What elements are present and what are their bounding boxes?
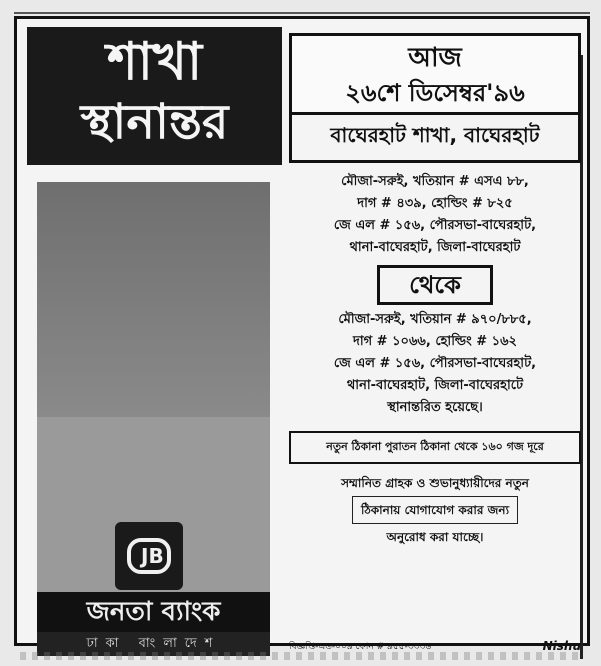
address-line: মৌজা-সরুই, খতিয়ান # ৯৭০/৮৮৫,: [338, 312, 532, 327]
title-block: [27, 27, 282, 165]
address-line: দাগ # ১০৬৬, হোল্ডিং # ১৬২: [353, 334, 517, 349]
address-line: জে এল # ১৫৬, পৌরসভা-বাঘেরহাট,: [333, 356, 537, 371]
request-line: অনুরোধ করা যাচ্ছে।: [386, 530, 484, 544]
address-line: থানা-বাঘেরহাট, জিলা-বাঘেরহাট: [349, 240, 521, 255]
designer-signature: Nishu: [542, 639, 581, 653]
bank-logo-icon: JB: [115, 522, 183, 590]
request-text: [289, 470, 581, 550]
request-line: সম্মানিত গ্রাহক ও শুভানুধ্যায়ীদের নতুন: [341, 476, 529, 490]
old-address: [289, 309, 581, 419]
date-line-1: আজ: [408, 43, 462, 73]
top-rule: [14, 12, 590, 14]
right-column: [289, 33, 581, 550]
address-line: দাগ # ৪৩৯, হোল্ডিং # ৮২৫: [357, 196, 513, 211]
from-label: থেকে: [377, 265, 493, 305]
bottom-text-strip: [20, 652, 580, 660]
new-address: [289, 171, 581, 259]
address-line: জে এল # ১৫৬, পৌরসভা-বাঘেরহাট,: [333, 218, 537, 233]
photo-scene: [37, 182, 270, 417]
distance-notice: নতুন ঠিকানা পুরাতন ঠিকানা থেকে ১৬০ গজ দূরে: [289, 431, 581, 464]
ad-code: বিজ্ঞপ্তি-এড-০০৯ ফোন # ৯৫৫-৩৩৩৬: [289, 642, 432, 652]
date-box: [289, 33, 581, 115]
branch-name: বাঘেরহাট শাখা, বাঘেরহাট: [289, 115, 581, 163]
date-line-2: ২৬শে ডিসেম্বর'৯৬: [345, 79, 525, 107]
address-line: স্থানান্তরিত হয়েছে।: [387, 400, 483, 415]
bank-name: জনতা ব্যাংক: [37, 592, 270, 632]
title-line-2: স্থানান্তর: [80, 94, 229, 150]
advertisement-frame: [14, 16, 590, 653]
title-line-1: শাখা: [106, 32, 203, 92]
left-column: [27, 27, 282, 651]
address-line: থানা-বাঘেরহাট, জিলা-বাঘেরহাটে: [346, 378, 524, 393]
bank-place: ঢাকা বাংলাদেশ: [37, 632, 270, 656]
bank-photo: [37, 182, 270, 651]
address-line: মৌজা-সরুই, খতিয়ান # এসএ ৮৮,: [341, 174, 529, 189]
request-line: ঠিকানায় যোগাযোগ করার জন্য: [289, 496, 581, 524]
